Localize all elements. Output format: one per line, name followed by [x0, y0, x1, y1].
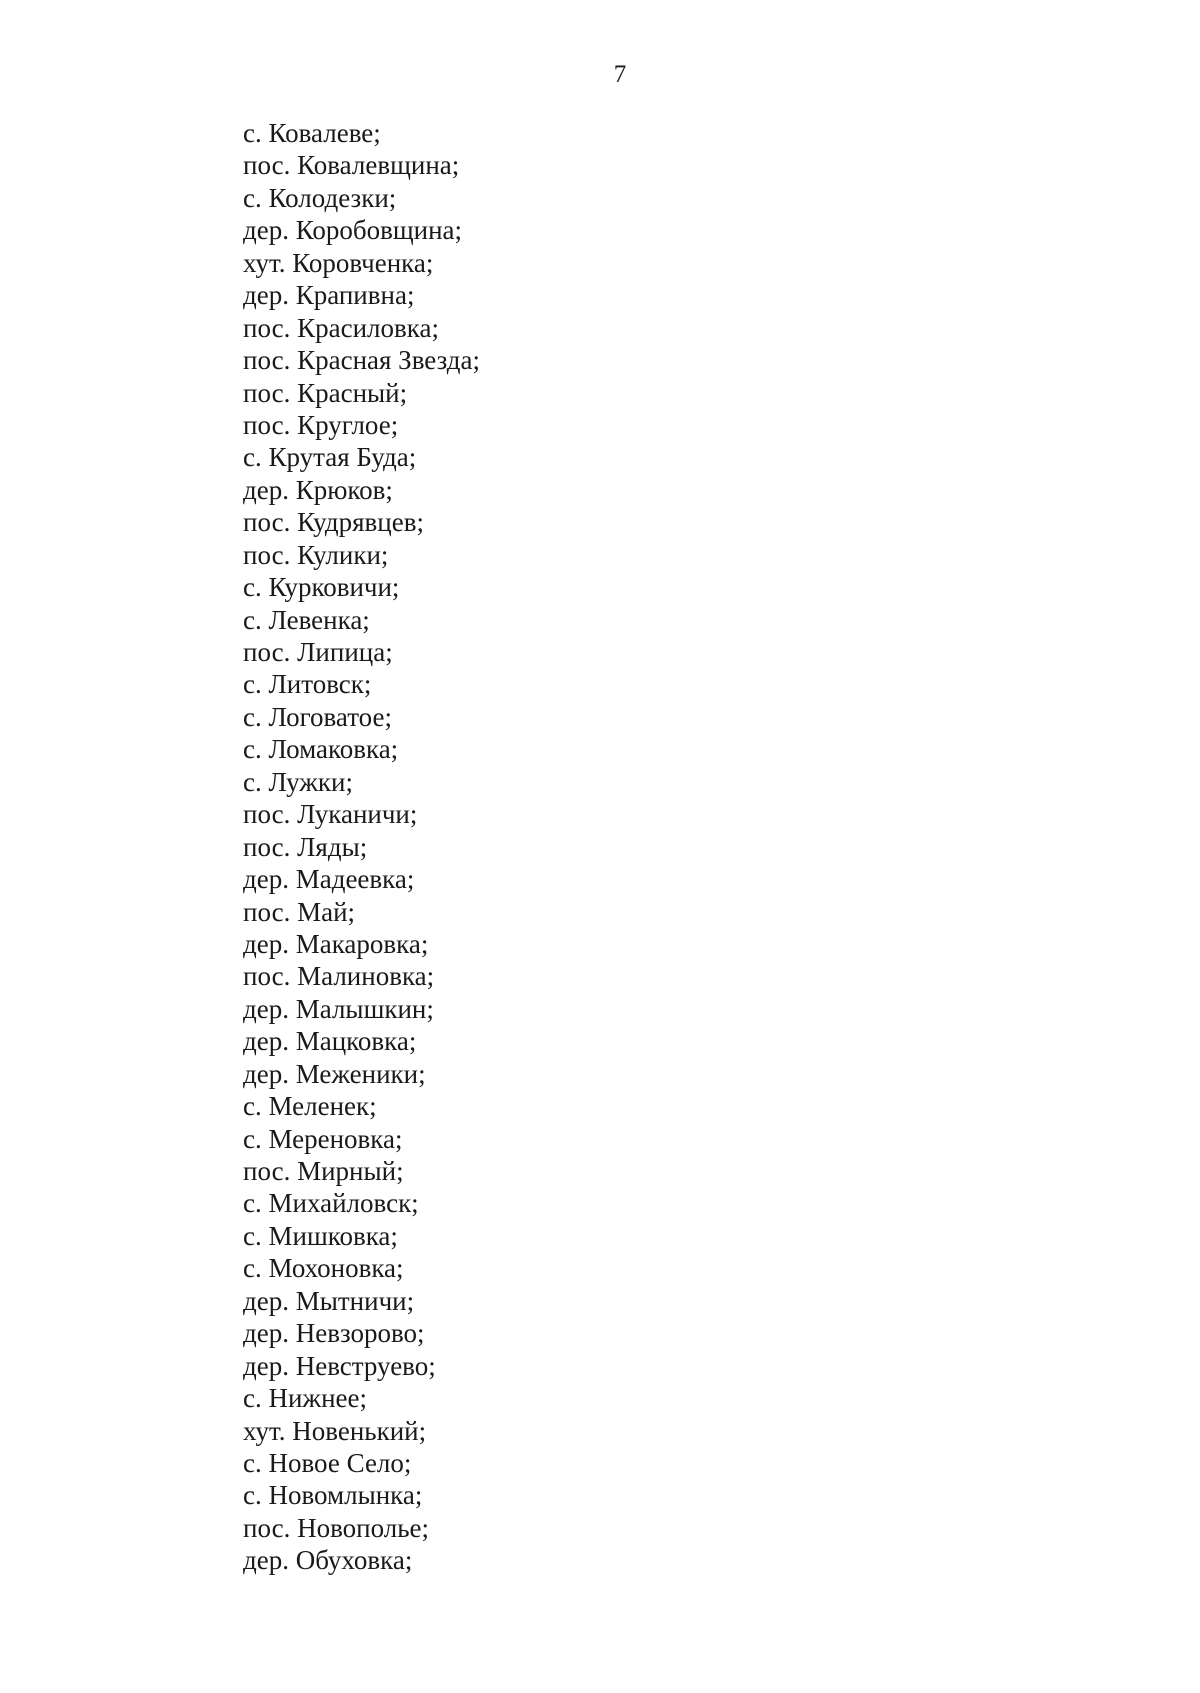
- settlement-item: с. Мереновка;: [243, 1123, 403, 1154]
- settlement-item: дер. Меженики;: [243, 1058, 426, 1089]
- settlement-item: пос. Красная Звезда;: [243, 345, 481, 376]
- settlement-item: с. Новое Село;: [243, 1447, 412, 1478]
- settlement-item: пос. Новополье;: [243, 1512, 430, 1543]
- settlement-item: пос. Красный;: [243, 377, 408, 408]
- settlement-item: дер. Коробовщина;: [243, 215, 463, 246]
- settlement-item: дер. Крапивна;: [243, 280, 415, 311]
- settlement-item: с. Колодезки;: [243, 182, 397, 213]
- settlement-item: хут. Новенький;: [243, 1415, 427, 1446]
- settlement-item: с. Новомлынка;: [243, 1480, 423, 1511]
- settlement-list: [243, 117, 480, 1577]
- settlement-item: пос. Красиловка;: [243, 312, 439, 343]
- settlement-item: с. Нижнее;: [243, 1383, 368, 1414]
- settlement-item: с. Ломаковка;: [243, 734, 399, 765]
- settlement-item: хут. Коровченка;: [243, 247, 434, 278]
- settlement-item: с. Крутая Буда;: [243, 442, 417, 473]
- settlement-item: дер. Мацковка;: [243, 1026, 417, 1057]
- settlement-item: пос. Май;: [243, 896, 356, 927]
- settlement-item: пос. Кулики;: [243, 539, 389, 570]
- settlement-item: с. Мохоновка;: [243, 1253, 404, 1284]
- settlement-item: дер. Невзорово;: [243, 1318, 425, 1349]
- settlement-item: пос. Круглое;: [243, 409, 399, 440]
- settlement-item: с. Логоватое;: [243, 701, 392, 732]
- settlement-item: с. Михайловск;: [243, 1188, 419, 1219]
- settlement-item: дер. Невструево;: [243, 1350, 436, 1381]
- settlement-item: с. Лужки;: [243, 766, 353, 797]
- settlement-item: с. Меленек;: [243, 1091, 377, 1122]
- settlement-item: пос. Ковалевщина;: [243, 150, 460, 181]
- settlement-item: дер. Мытничи;: [243, 1285, 415, 1316]
- settlement-item: с. Курковичи;: [243, 572, 400, 603]
- settlement-item: дер. Обуховка;: [243, 1545, 413, 1576]
- settlement-item: пос. Луканичи;: [243, 799, 418, 830]
- settlement-item: дер. Макаровка;: [243, 928, 429, 959]
- settlement-item: пос. Липица;: [243, 637, 393, 667]
- settlement-item: с. Ковалеве;: [243, 118, 381, 148]
- settlement-item: пос. Кудрявцев;: [243, 507, 424, 538]
- settlement-item: с. Мишковка;: [243, 1220, 398, 1251]
- settlement-item: с. Литовск;: [243, 669, 372, 700]
- settlement-item: пос. Мирный;: [243, 1156, 404, 1186]
- settlement-item: пос. Малиновка;: [243, 961, 435, 992]
- settlement-item: дер. Малышкин;: [243, 993, 434, 1024]
- settlement-item: пос. Ляды;: [243, 831, 368, 862]
- settlement-item: дер. Крюков;: [243, 474, 393, 505]
- page-number: 7: [613, 61, 627, 88]
- settlement-item: дер. Мадеевка;: [243, 864, 415, 895]
- settlement-item: с. Левенка;: [243, 604, 370, 635]
